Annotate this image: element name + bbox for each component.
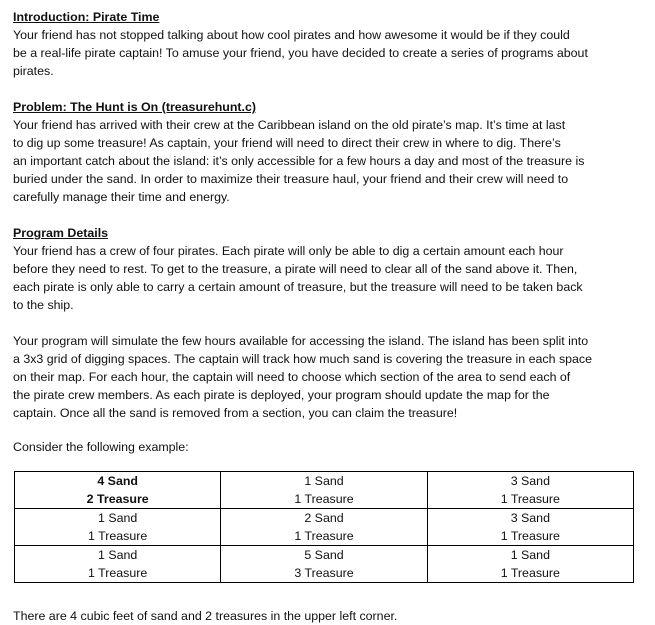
intro-heading: Introduction: Pirate Time — [13, 10, 160, 24]
cell-treasure: 1 Treasure — [294, 492, 354, 506]
details-line: the pirate crew members. As each pirate is deployed, your program should update the map for the — [13, 388, 550, 402]
cell-sand: 5 Sand — [304, 548, 344, 562]
details-line: Your program will simulate the few hours available for accessing the island. The island has been split into — [13, 334, 589, 348]
cell-treasure: 1 Treasure — [88, 529, 148, 543]
grid-cell — [427, 546, 633, 583]
problem-line: an important catch about the island: it’s only accessible for a few hours a day and most of the treasure is — [13, 154, 585, 168]
cell-sand: 1 Sand — [304, 474, 344, 488]
intro-line: Your friend has not stopped talking about how cool pirates and how awesome it would be if they could — [13, 28, 570, 42]
cell-sand: 4 Sand — [97, 474, 138, 488]
cell-sand: 3 Sand — [510, 511, 550, 525]
details-line: each pirate is only able to carry a certain amount of treasure, but the treasure will need to be taken back — [13, 280, 583, 294]
details-line: to the ship. — [13, 298, 74, 312]
cell-sand: 1 Sand — [510, 548, 550, 562]
details-line: Your friend has a crew of four pirates. Each pirate will only be able to dig a certain amount each hour — [13, 244, 564, 258]
details-line: before they need to rest. To get to the treasure, a pirate will need to clear all of the sand above it. Then, — [13, 262, 578, 276]
cell-sand: 1 Sand — [98, 548, 138, 562]
intro-paragraph — [13, 26, 641, 80]
details-heading: Program Details — [13, 226, 109, 240]
example-footer: There are 4 cubic feet of sand and 2 treasures in the upper left corner. — [13, 609, 398, 623]
example-label: Consider the following example: — [13, 440, 189, 454]
grid-cell — [15, 546, 221, 583]
grid-cell — [221, 472, 427, 509]
intro-line: be a real-life pirate captain! To amuse your friend, you have decided to create a series of programs about — [13, 46, 588, 60]
grid-cell — [427, 472, 633, 509]
grid-cell — [15, 472, 221, 509]
grid-row — [15, 472, 634, 509]
document-page — [13, 8, 641, 625]
problem-heading: Problem: The Hunt is On (treasurehunt.c) — [13, 100, 257, 114]
details-paragraph-2 — [13, 332, 641, 422]
cell-treasure: 1 Treasure — [500, 566, 560, 580]
details-line: on their map. For each hour, the captain will need to choose which section of the area to send each of — [13, 370, 571, 384]
cell-treasure: 2 Treasure — [86, 492, 149, 506]
cell-treasure: 1 Treasure — [500, 529, 560, 543]
grid-cell — [427, 509, 633, 546]
cell-treasure: 1 Treasure — [500, 492, 560, 506]
grid-cell — [221, 509, 427, 546]
cell-sand: 1 Sand — [98, 511, 138, 525]
problem-line: carefully manage their time and energy. — [13, 190, 230, 204]
intro-line: pirates. — [13, 64, 54, 78]
grid-cell — [221, 546, 427, 583]
treasure-grid — [14, 471, 634, 583]
cell-sand: 2 Sand — [304, 511, 344, 525]
cell-treasure: 1 Treasure — [294, 529, 354, 543]
problem-line: buried under the sand. In order to maximize their treasure haul, your friend and their crew will need to — [13, 172, 569, 186]
cell-treasure: 3 Treasure — [294, 566, 354, 580]
details-line: captain. Once all the sand is removed from a section, you can claim the treasure! — [13, 406, 458, 420]
problem-line: Your friend has arrived with their crew at the Caribbean island on the old pirate’s map. It’s time at last — [13, 118, 566, 132]
cell-treasure: 1 Treasure — [88, 566, 148, 580]
grid-cell — [15, 509, 221, 546]
details-paragraph-1 — [13, 242, 641, 314]
problem-paragraph — [13, 116, 641, 206]
cell-sand: 3 Sand — [510, 474, 550, 488]
grid-row — [15, 509, 634, 546]
grid-row — [15, 546, 634, 583]
problem-line: to dig up some treasure! As captain, your friend will need to direct their crew in where to dig. There’s — [13, 136, 561, 150]
details-line: a 3x3 grid of digging spaces. The captain will track how much sand is covering the treasure in each space — [13, 352, 593, 366]
